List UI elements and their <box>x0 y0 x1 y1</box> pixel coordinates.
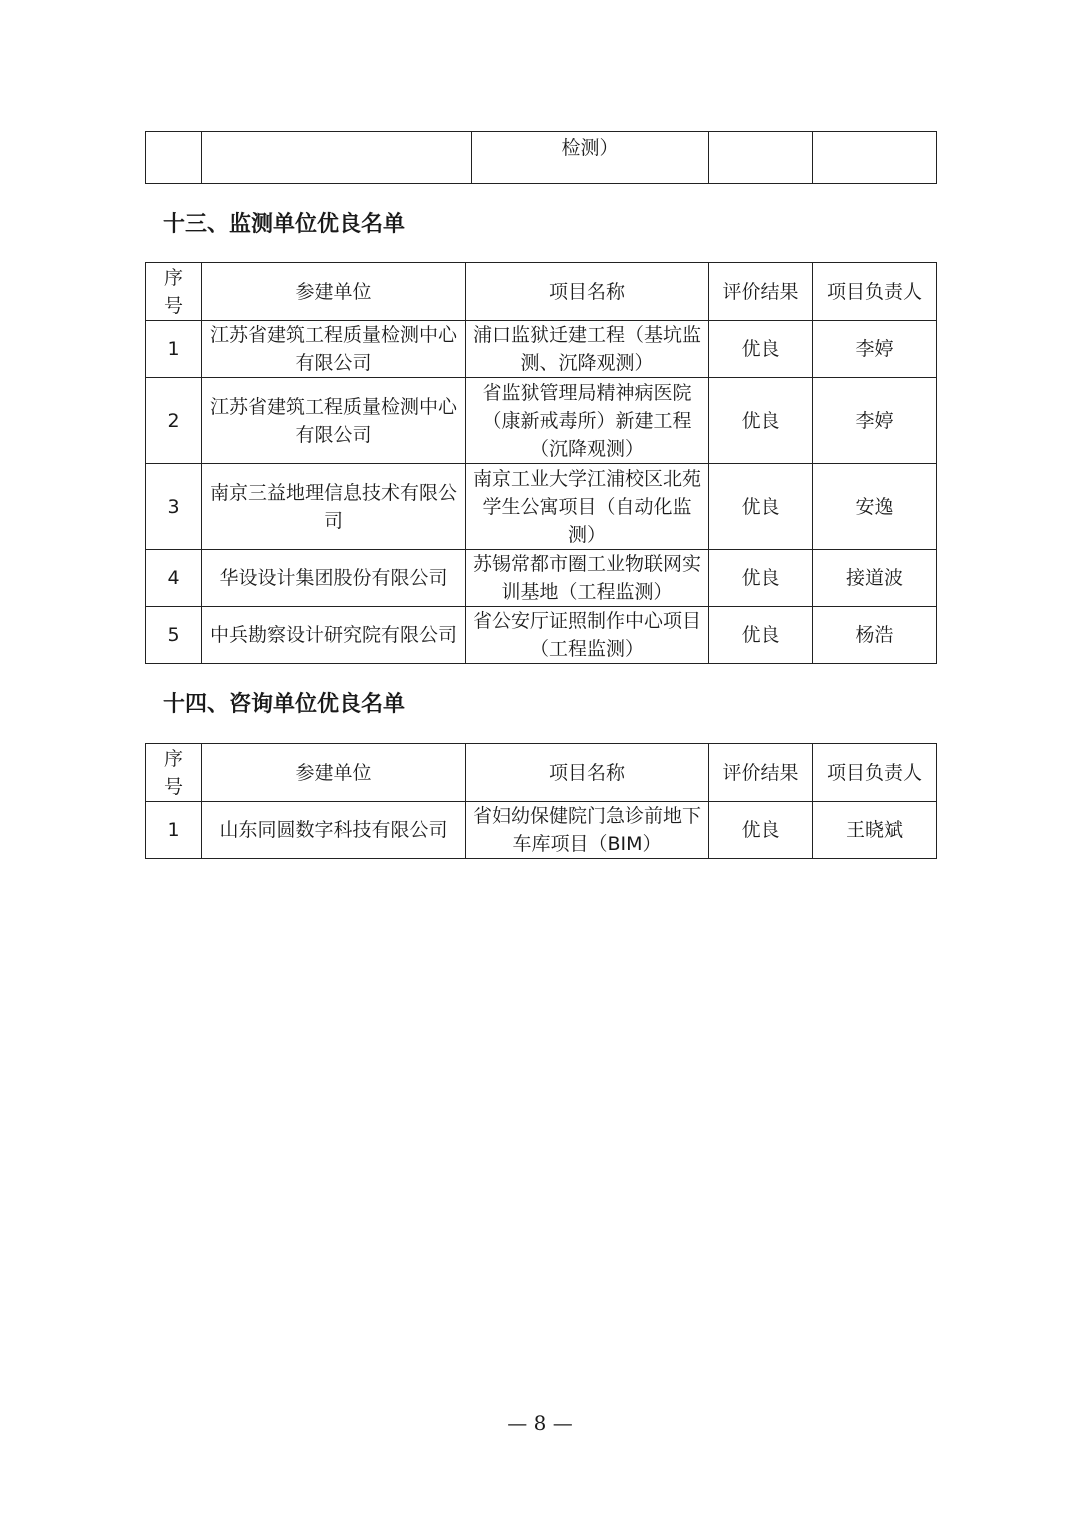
cell-project: 南京工业大学江浦校区北苑学生公寓项目（自动化监测） <box>466 464 709 550</box>
header-index: 序号 <box>146 263 202 321</box>
header-project: 项目名称 <box>466 263 709 321</box>
table-row <box>146 321 937 378</box>
table-header-row <box>146 263 937 321</box>
cell-project: 苏锡常都市圈工业物联网实训基地（工程监测） <box>466 550 709 607</box>
table-row <box>146 378 937 464</box>
header-result: 评价结果 <box>709 263 813 321</box>
cell-index: 4 <box>146 550 202 607</box>
header-unit: 参建单位 <box>202 263 466 321</box>
cell-project: 省公安厅证照制作中心项目（工程监测） <box>466 607 709 664</box>
header-index: 序号 <box>146 744 202 802</box>
monitoring-units-table <box>145 262 937 664</box>
cell-result: 优良 <box>709 607 813 664</box>
cell-result: 优良 <box>709 321 813 378</box>
page-number: — 8 — <box>507 1411 573 1435</box>
cell-leader: 王晓斌 <box>813 802 937 859</box>
cell-unit: 华设设计集团股份有限公司 <box>202 550 466 607</box>
cell-index: 2 <box>146 378 202 464</box>
cell-unit: 江苏省建筑工程质量检测中心有限公司 <box>202 378 466 464</box>
cell-project: 检测） <box>472 132 709 184</box>
cell-index: 1 <box>146 802 202 859</box>
cell-leader: 接道波 <box>813 550 937 607</box>
cell-result: 优良 <box>709 464 813 550</box>
cell-result <box>709 132 813 184</box>
cell-unit: 南京三益地理信息技术有限公司 <box>202 464 466 550</box>
header-leader: 项目负责人 <box>813 263 937 321</box>
consulting-units-table <box>145 743 937 859</box>
continued-table <box>145 131 937 184</box>
cell-unit: 中兵勘察设计研究院有限公司 <box>202 607 466 664</box>
cell-index: 5 <box>146 607 202 664</box>
cell-unit: 江苏省建筑工程质量检测中心有限公司 <box>202 321 466 378</box>
header-leader: 项目负责人 <box>813 744 937 802</box>
table-row <box>146 464 937 550</box>
cell-index <box>146 132 202 184</box>
cell-result: 优良 <box>709 802 813 859</box>
section-14-title: 十四、咨询单位优良名单 <box>163 692 406 717</box>
cell-project: 省妇幼保健院门急诊前地下车库项目（BIM） <box>466 802 709 859</box>
table-row <box>146 132 937 184</box>
cell-index: 1 <box>146 321 202 378</box>
cell-project: 省监狱管理局精神病医院（康新戒毒所）新建工程（沉降观测） <box>466 378 709 464</box>
cell-leader: 杨浩 <box>813 607 937 664</box>
cell-leader: 李婷 <box>813 378 937 464</box>
cell-unit <box>202 132 472 184</box>
header-unit: 参建单位 <box>202 744 466 802</box>
cell-leader: 安逸 <box>813 464 937 550</box>
cell-project: 浦口监狱迁建工程（基坑监测、沉降观测） <box>466 321 709 378</box>
section-13-title: 十三、监测单位优良名单 <box>163 212 406 237</box>
cell-result: 优良 <box>709 378 813 464</box>
table-header-row <box>146 744 937 802</box>
cell-leader <box>813 132 937 184</box>
cell-leader: 李婷 <box>813 321 937 378</box>
cell-index: 3 <box>146 464 202 550</box>
table-row <box>146 550 937 607</box>
table-row <box>146 607 937 664</box>
table-row <box>146 802 937 859</box>
header-result: 评价结果 <box>709 744 813 802</box>
header-project: 项目名称 <box>466 744 709 802</box>
cell-unit: 山东同圆数字科技有限公司 <box>202 802 466 859</box>
cell-result: 优良 <box>709 550 813 607</box>
